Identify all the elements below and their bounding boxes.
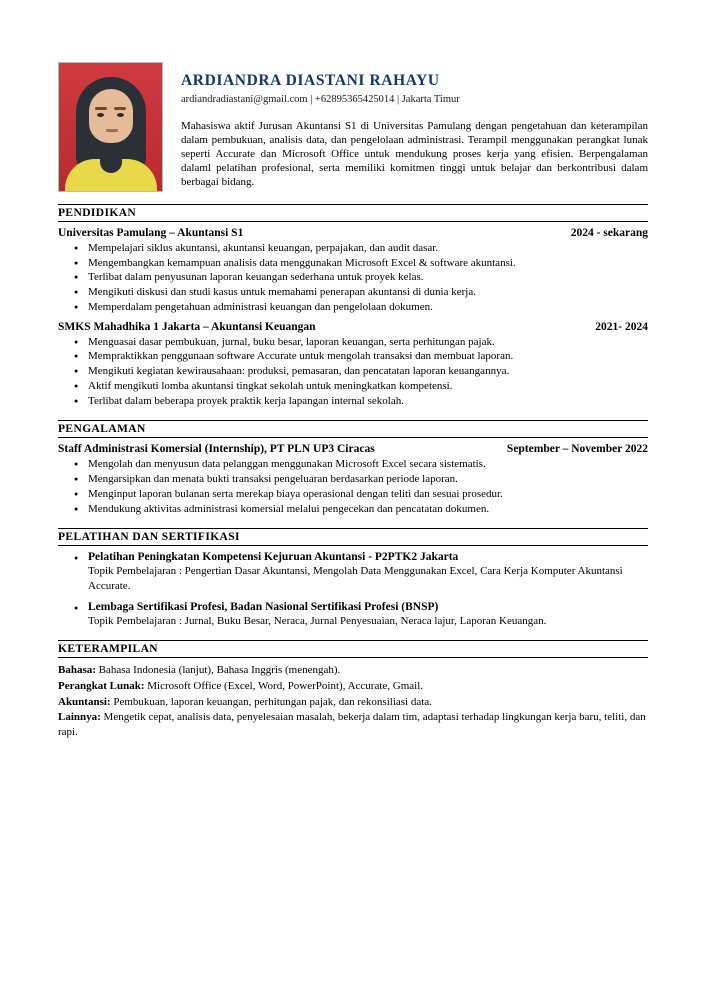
profile-summary: Mahasiswa aktif Jurusan Akuntansi S1 di Universitas Pamulang dengan pengetahuan dan keterampilan dalam pembukuan, analisis data, dan pengelolaan administrasi. Terampil menggunakan perangkat lunak seperti Accurate dan Microsoft Office untuk mendukung proses kerja yang efisien. Berpengalaman dalaml pelatihan profesional, serta memiliki komitmen tinggi untuk belajar dan berkontribusi dalam berbagai bidang. xyxy=(181,120,648,189)
list-item: ● Terlibat dalam beberapa proyek praktik kerja lapangan internal sekolah. xyxy=(74,394,648,409)
list-item: ● Mengarsipkan dan menata bukti transaksi pengeluaran berdasarkan periode laporan. xyxy=(74,472,648,487)
section-training xyxy=(58,528,648,628)
entry-title: Staff Administrasi Komersial (Internship), PT PLN UP3 Ciracas xyxy=(58,443,375,456)
skill-label: Akuntansi: xyxy=(58,695,111,708)
list-item: ● Mengikuti kegiatan kewirausahaan: produksi, pemasaran, dan pencatatan laporan keuangannya. xyxy=(74,364,648,379)
list-item: ● Mengikuti diskusi dan studi kasus untuk memahami penerapan akuntansi di dunia kerja. xyxy=(74,285,648,300)
entry-date: 2024 - sekarang xyxy=(570,227,648,239)
skill-text: Mengetik cepat, analisis data, penyelesaian masalah, bekerja dalam tim, adaptasi terhadap lingkungan kerja baru, teliti, dan rapi. xyxy=(58,711,646,739)
candidate-name: ARDIANDRA DIASTANI RAHAYU xyxy=(181,72,440,89)
training-description: Topik Pembelajaran : Jurnal, Buku Besar, Neraca, Jurnal Penyesuaian, Neraca lajur, Laporan Keuangan. xyxy=(88,614,547,627)
skill-label: Bahasa: xyxy=(58,664,96,677)
list-item: ● Menguasai dasar pembukuan, jurnal, buku besar, laporan keuangan, serta perhitungan pajak. xyxy=(74,335,648,350)
experience-entry xyxy=(58,443,648,516)
skill-line xyxy=(58,695,648,710)
entry-date: 2021- 2024 xyxy=(595,320,648,333)
section-skills xyxy=(58,640,648,740)
eyebrow-left xyxy=(95,107,107,110)
skill-line xyxy=(58,679,648,694)
education-entry xyxy=(58,227,648,315)
section-rule xyxy=(58,545,648,546)
list-item: ● Mengolah dan menyusun data pelanggan menggunakan Microsoft Excel secara sistematis. xyxy=(74,457,648,472)
entry-date: September – November 2022 xyxy=(506,443,648,456)
section-rule xyxy=(58,221,648,222)
skill-label: Perangkat Lunak: xyxy=(58,679,145,692)
entry-bullets xyxy=(58,335,648,409)
header-text-block xyxy=(181,62,648,189)
entry-title: SMKS Mahadhika 1 Jakarta – Akuntansi Keuangan xyxy=(58,320,316,333)
skill-text: Pembukuan, laporan keuangan, perhitungan pajak, dan rekonsiliasi data. xyxy=(110,695,432,708)
list-item: ● Memperdalam pengetahuan administrasi keuangan dan pengelolaan dokumen. xyxy=(74,300,648,315)
list-item xyxy=(74,551,648,593)
eyebrow-right xyxy=(114,107,126,110)
skill-label: Lainnya: xyxy=(58,711,101,724)
skill-line xyxy=(58,663,648,678)
section-experience xyxy=(58,420,648,516)
list-item xyxy=(74,601,648,628)
skill-text: Bahasa Indonesia (lanjut), Bahasa Inggris (menengah). xyxy=(95,664,341,677)
entry-head xyxy=(58,227,648,239)
resume-header xyxy=(58,62,648,192)
list-item: ● Mempraktikkan penggunaan software Accurate untuk mengolah transaksi dan membuat laporan. xyxy=(74,349,648,364)
section-title-education: PENDIDIKAN xyxy=(58,207,137,219)
list-item: ● Aktif mengikuti lomba akuntansi tingkat sekolah untuk meningkatkan kompetensi. xyxy=(74,379,648,394)
training-description: Topik Pembelajaran : Pengertian Dasar Akuntansi, Mengolah Data Menggunakan Excel, Cara Kerja Komputer Akuntansi Accurate. xyxy=(88,565,623,592)
entry-bullets xyxy=(58,457,648,516)
list-item: ● Menginput laporan bulanan serta merekap biaya operasional dengan teliti dan sesuai prosedur. xyxy=(74,487,648,502)
contact-line: ardiandradiastani@gmail.com | +62895365425014 | Jakarta Timur xyxy=(181,94,460,105)
section-rule-top xyxy=(58,420,648,421)
face-shape xyxy=(89,89,133,143)
list-item: ● Mempelajari siklus akuntansi, akuntansi keuangan, perpajakan, dan audit dasar. xyxy=(74,241,648,256)
section-title-skills: KETERAMPILAN xyxy=(58,643,159,656)
training-name: ● Pelatihan Peningkatan Kompetensi Kejuruan Akuntansi - P2PTK2 Jakarta xyxy=(88,551,459,564)
entry-title: Universitas Pamulang – Akuntansi S1 xyxy=(58,227,244,239)
eye-left xyxy=(97,113,104,117)
skill-text: Microsoft Office (Excel, Word, PowerPoint), Accurate, Gmail. xyxy=(144,679,424,692)
entry-head xyxy=(58,443,648,455)
mouth-shape xyxy=(106,129,118,132)
section-title-training: PELATIHAN DAN SERTIFIKASI xyxy=(58,531,240,544)
section-rule xyxy=(58,437,648,438)
training-list xyxy=(58,551,648,628)
entry-head xyxy=(58,321,648,333)
training-name: ● Lembaga Sertifikasi Profesi, Badan Nasional Sertifikasi Profesi (BNSP) xyxy=(88,600,439,613)
section-rule-top xyxy=(58,204,648,205)
list-item: ● Mengembangkan kemampuan analisis data menggunakan Microsoft Excel & software akuntansi. xyxy=(74,256,648,271)
list-item: ● Mendukung aktivitas administrasi komersial melalui pengecekan dan pencatatan dokumen. xyxy=(74,502,648,517)
entry-bullets xyxy=(58,241,648,315)
section-title-experience: PENGALAMAN xyxy=(58,423,146,436)
section-rule xyxy=(58,657,648,658)
section-rule-top xyxy=(58,528,648,529)
eye-right xyxy=(117,113,124,117)
section-rule-top xyxy=(58,640,648,641)
section-education xyxy=(58,204,648,408)
skill-line xyxy=(58,710,648,739)
portrait-photo xyxy=(58,62,163,192)
list-item: ● Terlibat dalam penyusunan laporan keuangan sederhana untuk proyek kelas. xyxy=(74,270,648,285)
education-entry xyxy=(58,321,648,409)
